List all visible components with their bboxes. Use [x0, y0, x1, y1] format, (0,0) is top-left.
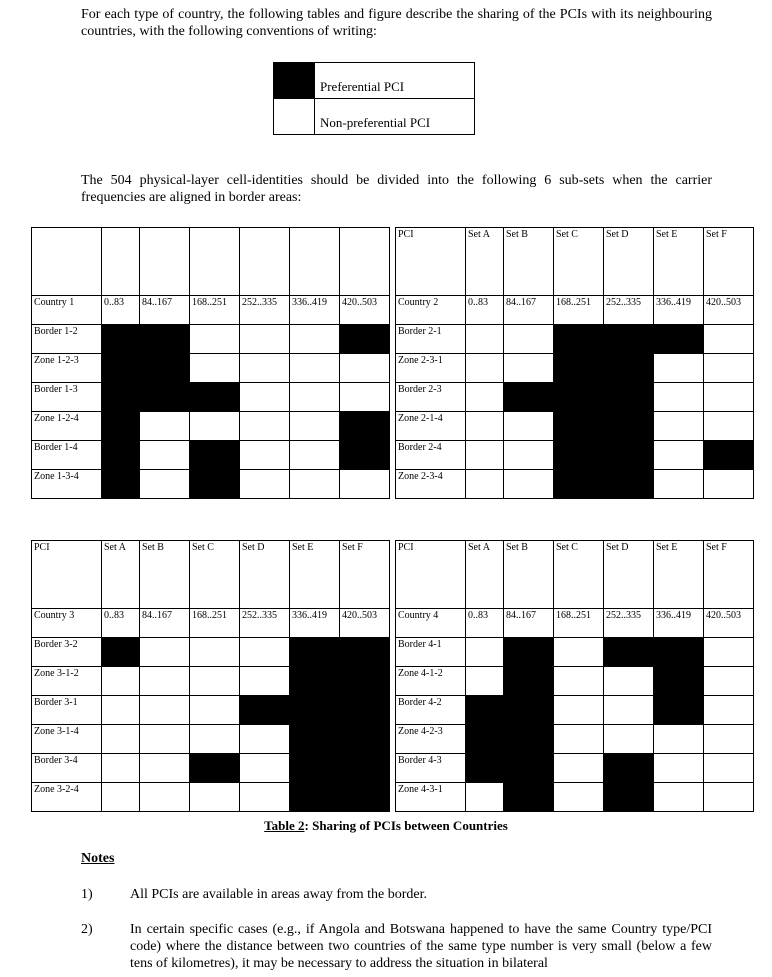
preferential-cell [290, 667, 340, 696]
non-preferential-cell [654, 783, 704, 812]
area-row [32, 783, 390, 812]
legend-row-preferential [274, 63, 475, 99]
pci-range-cell: 252..335 [604, 609, 654, 638]
non-preferential-cell [290, 383, 340, 412]
note-number: 1) [81, 887, 93, 902]
set-header-cell: Set C [554, 228, 604, 296]
non-preferential-cell [654, 441, 704, 470]
preferential-cell [554, 412, 604, 441]
set-header-cell [240, 228, 290, 296]
preferential-cell [190, 383, 240, 412]
non-preferential-cell [466, 325, 504, 354]
area-label-cell: Zone 2-3-4 [396, 470, 466, 499]
set-header-cell [140, 228, 190, 296]
non-preferential-cell [102, 667, 140, 696]
set-header-cell: Set D [604, 228, 654, 296]
non-preferential-cell [504, 354, 554, 383]
area-row [396, 354, 754, 383]
preferential-cell [504, 383, 554, 412]
non-preferential-cell [704, 354, 754, 383]
note-text: In certain specific cases (e.g., if Angola and Botswana happened to have the same Country type/PCI code) where the distance between two countries of the same type number is very small (below a few tens of kilometres), it may be necessary to address the situation in bilateral [130, 922, 712, 971]
non-preferential-cell [554, 725, 604, 754]
set-header-cell: Set D [240, 541, 290, 609]
area-row [32, 667, 390, 696]
caption-number: Table 2 [264, 818, 305, 833]
non-preferential-cell [240, 325, 290, 354]
pci-range-cell: 168..251 [190, 609, 240, 638]
preferential-cell [604, 754, 654, 783]
non-preferential-cell [140, 638, 190, 667]
preferential-cell [340, 667, 390, 696]
non-preferential-cell [704, 325, 754, 354]
non-preferential-cell [240, 470, 290, 499]
non-preferential-cell [290, 470, 340, 499]
non-preferential-cell [704, 470, 754, 499]
area-label-cell: Zone 1-2-3 [32, 354, 102, 383]
area-row [396, 783, 754, 812]
preferential-cell [504, 667, 554, 696]
country-4-pci-table [395, 540, 754, 812]
non-preferential-cell [290, 441, 340, 470]
set-header-cell: Set C [554, 541, 604, 609]
non-preferential-cell [704, 725, 754, 754]
non-preferential-cell [654, 754, 704, 783]
preferential-cell [140, 383, 190, 412]
preferential-cell [704, 441, 754, 470]
non-preferential-cell [654, 354, 704, 383]
set-header-row [396, 541, 754, 609]
non-preferential-cell [554, 638, 604, 667]
set-header-cell: Set A [466, 228, 504, 296]
area-label-cell: Zone 3-2-4 [32, 783, 102, 812]
country-label-cell: Country 2 [396, 296, 466, 325]
non-preferential-cell [140, 783, 190, 812]
non-preferential-cell [466, 441, 504, 470]
pci-range-cell: 336..419 [290, 609, 340, 638]
non-preferential-cell [704, 696, 754, 725]
area-row [396, 325, 754, 354]
pci-header-cell [32, 228, 102, 296]
non-preferential-cell [466, 638, 504, 667]
preferential-cell [290, 754, 340, 783]
area-row [32, 441, 390, 470]
area-row [32, 354, 390, 383]
preferential-cell [102, 638, 140, 667]
non-preferential-cell [704, 383, 754, 412]
range-header-row [32, 296, 390, 325]
area-row [396, 696, 754, 725]
preferential-cell [240, 696, 290, 725]
country-label-cell: Country 1 [32, 296, 102, 325]
non-preferential-cell [190, 783, 240, 812]
non-preferential-cell [190, 412, 240, 441]
set-header-cell: Set B [140, 541, 190, 609]
area-label-cell: Zone 4-1-2 [396, 667, 466, 696]
set-header-cell: Set E [654, 541, 704, 609]
non-preferential-cell [654, 383, 704, 412]
area-label-cell: Border 4-2 [396, 696, 466, 725]
area-label-cell: Zone 3-1-4 [32, 725, 102, 754]
area-label-cell: Border 3-4 [32, 754, 102, 783]
non-preferential-cell [240, 441, 290, 470]
legend-label: Preferential PCI [315, 63, 475, 99]
set-header-cell: Set C [190, 541, 240, 609]
pci-range-cell: 84..167 [504, 609, 554, 638]
area-label-cell: Border 2-3 [396, 383, 466, 412]
pci-range-cell: 84..167 [140, 609, 190, 638]
area-row [396, 412, 754, 441]
range-header-row [396, 609, 754, 638]
area-row [32, 696, 390, 725]
area-row [396, 725, 754, 754]
preferential-cell [504, 783, 554, 812]
area-label-cell: Zone 1-3-4 [32, 470, 102, 499]
non-preferential-cell [240, 725, 290, 754]
non-preferential-cell [554, 783, 604, 812]
non-preferential-cell [102, 725, 140, 754]
area-row [32, 412, 390, 441]
non-preferential-cell [240, 354, 290, 383]
non-preferential-cell [504, 412, 554, 441]
non-preferential-cell [290, 325, 340, 354]
non-preferential-cell [654, 470, 704, 499]
pci-range-cell: 0..83 [102, 609, 140, 638]
preferential-cell [190, 754, 240, 783]
preferential-cell [604, 383, 654, 412]
preferential-cell [554, 354, 604, 383]
non-preferential-cell [240, 783, 290, 812]
preferential-cell [290, 696, 340, 725]
set-header-cell: Set E [290, 541, 340, 609]
non-preferential-cell [504, 441, 554, 470]
area-row [396, 754, 754, 783]
preferential-cell [504, 725, 554, 754]
non-preferential-cell [466, 783, 504, 812]
non-preferential-cell [240, 412, 290, 441]
preferential-cell [340, 412, 390, 441]
non-preferential-cell [102, 783, 140, 812]
non-preferential-cell [604, 696, 654, 725]
area-row [396, 470, 754, 499]
area-row [396, 667, 754, 696]
area-label-cell: Zone 2-1-4 [396, 412, 466, 441]
area-label-cell: Border 1-4 [32, 441, 102, 470]
table-caption [0, 818, 772, 834]
non-preferential-cell [554, 667, 604, 696]
preferential-cell [554, 470, 604, 499]
country-1-pci-table [31, 227, 390, 499]
non-preferential-cell [604, 667, 654, 696]
preferential-cell [340, 783, 390, 812]
preferential-cell [140, 325, 190, 354]
non-preferential-cell [704, 412, 754, 441]
pci-range-cell: 336..419 [290, 296, 340, 325]
preferential-cell [102, 325, 140, 354]
legend-row-non-preferential [274, 99, 475, 135]
preferential-cell [290, 725, 340, 754]
preferential-cell [466, 725, 504, 754]
non-preferential-cell [190, 325, 240, 354]
preferential-swatch [274, 63, 315, 99]
range-header-row [396, 296, 754, 325]
set-header-cell [190, 228, 240, 296]
preferential-cell [554, 325, 604, 354]
area-label-cell: Border 1-3 [32, 383, 102, 412]
set-header-cell: Set F [704, 228, 754, 296]
set-header-row [396, 228, 754, 296]
non-preferential-swatch [274, 99, 315, 135]
non-preferential-cell [102, 696, 140, 725]
preferential-cell [654, 638, 704, 667]
set-header-cell [340, 228, 390, 296]
set-header-cell: Set F [340, 541, 390, 609]
non-preferential-cell [140, 754, 190, 783]
preferential-cell [190, 470, 240, 499]
legend-table [273, 62, 475, 135]
preferential-cell [466, 754, 504, 783]
preferential-cell [654, 696, 704, 725]
intro-paragraph: For each type of country, the following tables and figure describe the sharing of the PCIs with its neighbouring countries, with the following conventions of writing: [81, 7, 712, 39]
preferential-cell [340, 754, 390, 783]
non-preferential-cell [102, 754, 140, 783]
non-preferential-cell [704, 783, 754, 812]
non-preferential-cell [504, 470, 554, 499]
non-preferential-cell [654, 725, 704, 754]
non-preferential-cell [554, 754, 604, 783]
preferential-cell [340, 325, 390, 354]
preferential-cell [290, 783, 340, 812]
preferential-cell [504, 696, 554, 725]
non-preferential-cell [190, 354, 240, 383]
pci-range-cell: 336..419 [654, 609, 704, 638]
non-preferential-cell [554, 696, 604, 725]
legend-label: Non-preferential PCI [315, 99, 475, 135]
preferential-cell [604, 441, 654, 470]
non-preferential-cell [190, 696, 240, 725]
set-header-cell: Set B [504, 541, 554, 609]
pci-range-cell: 420..503 [704, 609, 754, 638]
preferential-cell [604, 638, 654, 667]
non-preferential-cell [466, 667, 504, 696]
non-preferential-cell [504, 325, 554, 354]
preferential-cell [190, 441, 240, 470]
area-row [32, 638, 390, 667]
set-header-cell: Set D [604, 541, 654, 609]
preferential-cell [140, 354, 190, 383]
preferential-cell [102, 441, 140, 470]
non-preferential-cell [140, 441, 190, 470]
preferential-cell [554, 441, 604, 470]
country-2-pci-table [395, 227, 754, 499]
preferential-cell [340, 441, 390, 470]
pci-range-cell: 420..503 [340, 609, 390, 638]
set-header-cell [290, 228, 340, 296]
non-preferential-cell [240, 667, 290, 696]
pci-range-cell: 0..83 [466, 609, 504, 638]
non-preferential-cell [604, 725, 654, 754]
area-row [32, 754, 390, 783]
non-preferential-cell [240, 383, 290, 412]
country-label-cell: Country 3 [32, 609, 102, 638]
non-preferential-cell [340, 383, 390, 412]
area-label-cell: Zone 2-3-1 [396, 354, 466, 383]
pci-range-cell: 0..83 [102, 296, 140, 325]
non-preferential-cell [290, 354, 340, 383]
non-preferential-cell [340, 354, 390, 383]
non-preferential-cell [654, 412, 704, 441]
preferential-cell [504, 754, 554, 783]
preferential-cell [290, 638, 340, 667]
preferential-cell [102, 470, 140, 499]
note-number: 2) [81, 922, 93, 937]
area-row [396, 383, 754, 412]
non-preferential-cell [704, 638, 754, 667]
non-preferential-cell [340, 470, 390, 499]
non-preferential-cell [466, 470, 504, 499]
non-preferential-cell [704, 667, 754, 696]
pci-header-cell: PCI [396, 541, 466, 609]
non-preferential-cell [290, 412, 340, 441]
pci-range-cell: 168..251 [554, 296, 604, 325]
preferential-cell [504, 638, 554, 667]
set-header-row [32, 228, 390, 296]
subsets-paragraph: The 504 physical-layer cell-identities should be divided into the following 6 sub-sets when the carrier frequencies are aligned in border areas: [81, 173, 712, 205]
pci-range-cell: 168..251 [554, 609, 604, 638]
non-preferential-cell [466, 383, 504, 412]
set-header-cell: Set E [654, 228, 704, 296]
set-header-cell: Set F [704, 541, 754, 609]
area-label-cell: Border 3-1 [32, 696, 102, 725]
preferential-cell [654, 667, 704, 696]
preferential-cell [604, 354, 654, 383]
non-preferential-cell [190, 638, 240, 667]
non-preferential-cell [190, 725, 240, 754]
set-header-cell: Set A [466, 541, 504, 609]
non-preferential-cell [140, 412, 190, 441]
country-3-pci-table [31, 540, 390, 812]
preferential-cell [340, 696, 390, 725]
range-header-row [32, 609, 390, 638]
pci-range-cell: 336..419 [654, 296, 704, 325]
preferential-cell [102, 354, 140, 383]
preferential-cell [654, 325, 704, 354]
non-preferential-cell [140, 667, 190, 696]
area-label-cell: Border 4-1 [396, 638, 466, 667]
non-preferential-cell [240, 754, 290, 783]
pci-header-cell: PCI [32, 541, 102, 609]
set-header-cell: Set B [504, 228, 554, 296]
area-label-cell: Zone 3-1-2 [32, 667, 102, 696]
area-label-cell: Border 4-3 [396, 754, 466, 783]
area-label-cell: Border 2-4 [396, 441, 466, 470]
set-header-cell: Set A [102, 541, 140, 609]
notes-heading: Notes [81, 851, 115, 866]
caption-text: : Sharing of PCIs between Countries [304, 818, 508, 833]
preferential-cell [102, 383, 140, 412]
preferential-cell [554, 383, 604, 412]
non-preferential-cell [140, 470, 190, 499]
area-row [396, 638, 754, 667]
pci-range-cell: 420..503 [704, 296, 754, 325]
non-preferential-cell [240, 638, 290, 667]
pci-range-cell: 84..167 [504, 296, 554, 325]
area-label-cell: Border 2-1 [396, 325, 466, 354]
area-label-cell: Zone 1-2-4 [32, 412, 102, 441]
preferential-cell [604, 470, 654, 499]
pci-range-cell: 0..83 [466, 296, 504, 325]
pci-range-cell: 252..335 [604, 296, 654, 325]
area-row [32, 725, 390, 754]
pci-range-cell: 252..335 [240, 296, 290, 325]
preferential-cell [340, 638, 390, 667]
area-label-cell: Zone 4-3-1 [396, 783, 466, 812]
pci-header-cell: PCI [396, 228, 466, 296]
non-preferential-cell [466, 412, 504, 441]
set-header-cell [102, 228, 140, 296]
pci-range-cell: 168..251 [190, 296, 240, 325]
preferential-cell [604, 412, 654, 441]
preferential-cell [604, 783, 654, 812]
area-row [32, 383, 390, 412]
area-label-cell: Zone 4-2-3 [396, 725, 466, 754]
non-preferential-cell [466, 354, 504, 383]
set-header-row [32, 541, 390, 609]
pci-range-cell: 420..503 [340, 296, 390, 325]
pci-range-cell: 252..335 [240, 609, 290, 638]
area-row [32, 470, 390, 499]
non-preferential-cell [704, 754, 754, 783]
preferential-cell [102, 412, 140, 441]
non-preferential-cell [140, 696, 190, 725]
area-row [396, 441, 754, 470]
non-preferential-cell [190, 667, 240, 696]
area-label-cell: Border 1-2 [32, 325, 102, 354]
preferential-cell [466, 696, 504, 725]
preferential-cell [604, 325, 654, 354]
country-label-cell: Country 4 [396, 609, 466, 638]
area-row [32, 325, 390, 354]
preferential-cell [340, 725, 390, 754]
area-label-cell: Border 3-2 [32, 638, 102, 667]
non-preferential-cell [140, 725, 190, 754]
note-text: All PCIs are available in areas away from the border. [130, 887, 428, 902]
pci-range-cell: 84..167 [140, 296, 190, 325]
